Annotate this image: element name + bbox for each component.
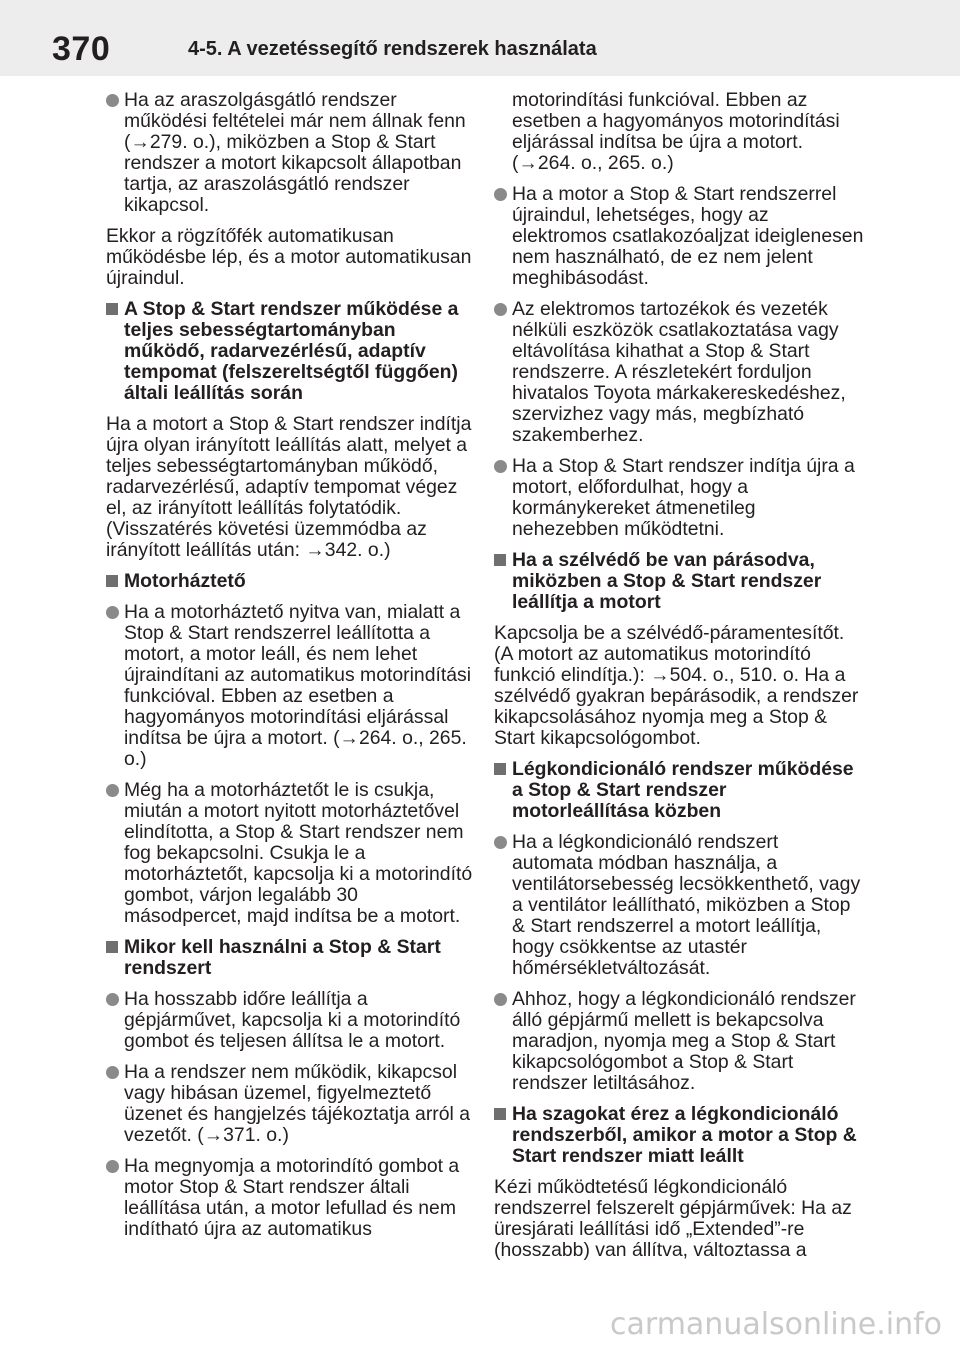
block-text: Ha az araszolgásgátló rendszer működési feltételei már nem állnak fenn (→279. o.), miközben a Stop & Start rendszer a motort kikapcsolt állapotban tartja, az araszolásgátló rendszer kikapcsol.: [124, 89, 466, 216]
bullet-item: [106, 780, 476, 927]
block-text: Ha a rendszer nem működik, kikapcsol vagy hibásan üzemel, figyelmeztető üzenet és hangjelzés tájékoztatja arról a vezetőt. (→371. o.): [124, 1061, 471, 1146]
block-text: Kapcsolja be a szélvédő-páramentesítőt. (A motort az automatikus motorindító funkció elindítja.): →504. o., 510. o. Ha a szélvédő gyakran bepárásodik, a rendszer kikapcsolásához nyomja meg a Stop & Start kikapcsológombot.: [494, 622, 859, 749]
bullet-dot-icon: [106, 1160, 119, 1173]
section-heading: [106, 937, 476, 979]
left-column: [106, 90, 476, 1250]
heading-square-icon: [106, 575, 118, 587]
bullet-dot-icon: [106, 606, 119, 619]
bullet-dot-icon: [106, 94, 119, 107]
bullet-dot-icon: [106, 784, 119, 797]
section-heading: [494, 550, 864, 613]
right-column: [494, 90, 864, 1271]
block-text: Kézi működtetésű légkondicionáló rendszerrel felszerelt gépjárművek: Ha az üresjárati leállítási idő „Extended”-re (hosszabb) van állítva, változtassa a: [494, 1176, 852, 1261]
block-text: Ahhoz, hogy a légkondicionáló rendszer álló gépjármű mellett is bekapcsolva maradjon, nyomja meg a Stop & Start kikapcsológombot a Stop & Start rendszer letiltásához.: [512, 988, 856, 1094]
block-text: Ha szagokat érez a légkondicionáló rendszerből, amikor a motor a Stop & Start rendszer miatt leállt: [512, 1103, 857, 1167]
block-text: Ha a Stop & Start rendszer indítja újra a motort, előfordulhat, hogy a kormánykereket átmenetileg nehezebben működtetni.: [512, 455, 855, 540]
section-heading: [494, 1104, 864, 1167]
bullet-item: [106, 1062, 476, 1146]
block-text: Motorháztető: [124, 570, 246, 592]
bullet-item: [106, 989, 476, 1052]
block-text: motorindítási funkcióval. Ebben az esetben a hagyományos motorindítási eljárással indítsa be újra a motort. (→264. o., 265. o.): [512, 89, 840, 174]
section-heading: [494, 759, 864, 822]
block-text: Légkondicionáló rendszer működése a Stop & Start rendszer motorleállítása közben: [512, 758, 854, 822]
bullet-dot-icon: [494, 460, 507, 473]
heading-square-icon: [494, 763, 506, 775]
heading-square-icon: [494, 1108, 506, 1120]
block-text: Ekkor a rögzítőfék automatikusan működésbe lép, és a motor automatikusan újraindul.: [106, 225, 472, 289]
paragraph: [494, 623, 864, 749]
block-text: Mikor kell használni a Stop & Start rendszert: [124, 936, 441, 979]
bullet-item: [106, 90, 476, 216]
heading-square-icon: [106, 941, 118, 953]
block-text: A Stop & Start rendszer működése a teljes sebességtartományban működő, radarvezérlésű, adaptív tempomat (felszereltségtől függően) általi leállítás során: [124, 298, 459, 404]
bullet-dot-icon: [494, 303, 507, 316]
bullet-item: [494, 299, 864, 446]
page-header: [0, 0, 960, 76]
bullet-item: [106, 1156, 476, 1240]
paragraph: [494, 1177, 864, 1261]
bullet-dot-icon: [494, 993, 507, 1006]
page-number: 370: [52, 30, 111, 68]
bullet-dot-icon: [106, 1066, 119, 1079]
paragraph: [106, 414, 476, 561]
block-text: Ha a motorháztető nyitva van, mialatt a Stop & Start rendszerrel leállította a motort, a motor leáll, és nem lehet újraindítani az automatikus motorindítási funkcióval. Ebben az esetben a hagyományos motorindítási eljárással indítsa be újra a motort. (→264. o., 265. o.): [124, 601, 472, 770]
block-text: Ha megnyomja a motorindító gombot a motor Stop & Start rendszer általi leállítása után, a motor lefullad és nem indítható újra az automatikus: [124, 1155, 460, 1240]
bullet-dot-icon: [494, 188, 507, 201]
bullet-item: [494, 456, 864, 540]
bullet-item: [494, 989, 864, 1094]
block-text: Ha a motor a Stop & Start rendszerrel újraindul, lehetséges, hogy az elektromos csatlakozóaljzat ideiglenesen nem használható, de ez nem jelent meghibásodást.: [512, 183, 864, 289]
block-text: Ha hosszabb időre leállítja a gépjárművet, kapcsolja ki a motorindító gombot és teljesen állítsa le a motort.: [124, 988, 461, 1052]
bullet-item: [494, 184, 864, 289]
section-heading: [106, 299, 476, 404]
paragraph: [106, 226, 476, 289]
paragraph-continuation: [494, 90, 864, 174]
watermark: carmanualsonline.info: [610, 1307, 942, 1342]
bullet-item: [494, 832, 864, 979]
heading-square-icon: [494, 554, 506, 566]
block-text: Ha a légkondicionáló rendszert automata módban használja, a ventilátorsebesség lecsökkenthető, vagy a ventilátor leállítható, miközben a Stop & Start rendszerrel a motort leállítja, hogy csökkentse az utastér hőmérsékletváltozását.: [512, 831, 861, 979]
block-text: Az elektromos tartozékok és vezeték nélküli eszközök csatlakoztatása vagy eltávolítása kihathat a Stop & Start rendszerre. A részletekért forduljon hivatalos Toyota márkakereskedéshez, szervizhez vagy más, megbízható szakemberhez.: [512, 298, 846, 446]
block-text: Ha a szélvédő be van párásodva, miközben a Stop & Start rendszer leállítja a motort: [512, 549, 822, 613]
block-text: Még ha a motorháztetőt le is csukja, miután a motort nyitott motorháztetővel elindította, a Stop & Start rendszer nem fog bekapcsolni. Csukja le a motorháztetőt, kapcsolja ki a motorindító gombot, várjon legalább 30 másodpercet, majd indítsa be a motort.: [124, 779, 473, 927]
section-title: 4-5. A vezetéssegítő rendszerek használata: [188, 38, 597, 60]
section-heading: [106, 571, 476, 592]
bullet-dot-icon: [494, 836, 507, 849]
block-text: Ha a motort a Stop & Start rendszer indítja újra olyan irányított leállítás alatt, melyet a teljes sebességtartományban működő, radarvezérlésű, adaptív tempomat végez el, az irányított leállítás folytatódik. (Visszatérés követési üzemmódba az irányított leállítás után: →342. o.): [106, 413, 472, 561]
bullet-dot-icon: [106, 993, 119, 1006]
bullet-item: [106, 602, 476, 770]
heading-square-icon: [106, 303, 118, 315]
